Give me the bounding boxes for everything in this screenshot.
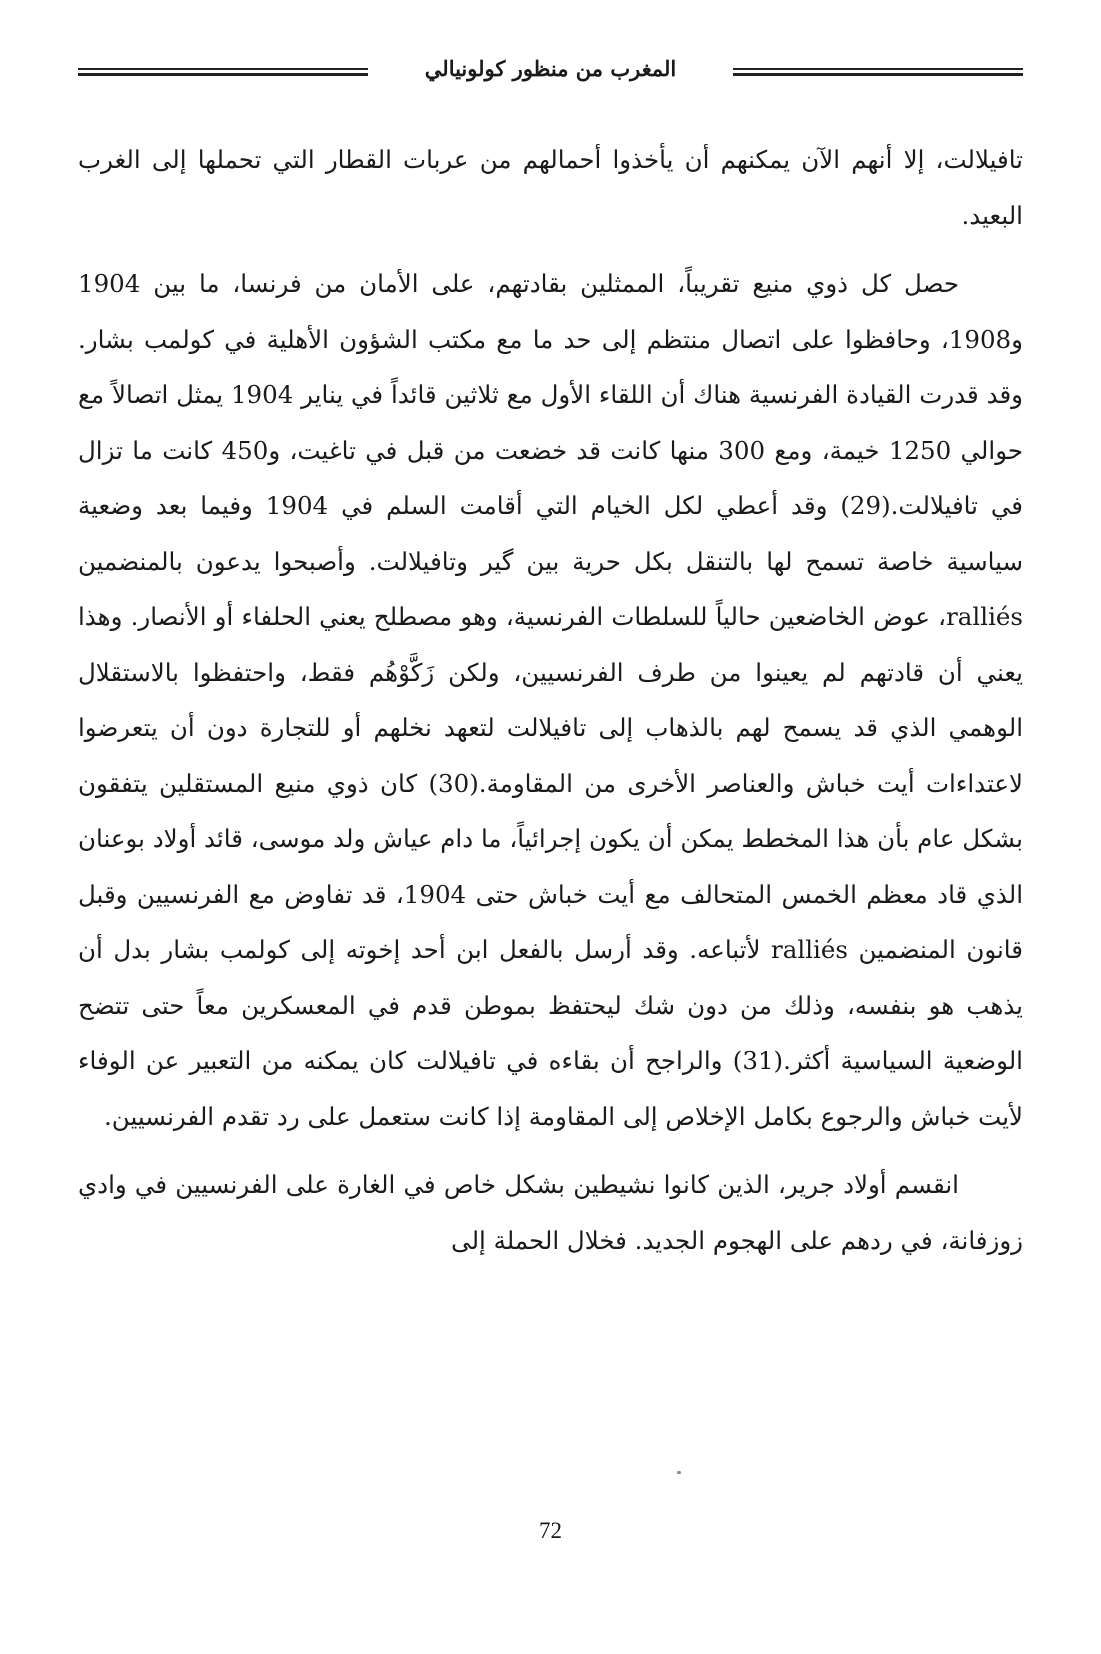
page-header [78,52,1023,92]
header-rule-left [78,68,368,76]
paragraph-2: حصل كل ذوي منيع تقريباً، الممثلين بقادتهم، على الأمان من فرنسا، ما بين 1904 و1908، وحافظوا على اتصال منتظم إلى حد ما مع مكتب الشؤون الأهلية في كولمب بشار. وقد قدرت القيادة الفرنسية هناك أن اللقاء الأول مع ثلاثين قائداً في يناير 1904 يمثل اتصالاً مع حوالي 1250 خيمة، ومع 300 منها كانت قد خضعت من قبل في تاغيت، و450 كانت ما تزال في تافيلالت.(29) وقد أعطي لكل الخيام التي أقامت السلم في 1904 وفيما بعد وضعية سياسية خاصة تسمح لها بالتنقل بكل حرية بين گير وتافيلالت. وأصبحوا يدعون بالمنضمين ralliés، عوض الخاضعين حالياً للسلطات الفرنسية، وهو مصطلح يعني الحلفاء أو الأنصار. وهذا يعني أن قادتهم لم يعينوا من طرف الفرنسيين، ولكن زَكَّوْهُم فقط، واحتفظوا بالاستقلال الوهمي الذي قد يسمح لهم بالذهاب إلى تافيلالت لتعهد نخلهم أو للتجارة دون أن يتعرضوا لاعتداءات أيت خباش والعناصر الأخرى من المقاومة.(30) كان ذوي منيع المستقلين يتفقون بشكل عام بأن هذا المخطط يمكن أن يكون إجرائياً، ما دام عياش ولد موسى، قائد أولاد بوعنان الذي قاد معظم الخمس المتحالف مع أيت خباش حتى 1904، قد تفاوض مع الفرنسيين وقبل قانون المنضمين ralliés لأتباعه. وقد أرسل بالفعل ابن أحد إخوته إلى كولمب بشار بدل أن يذهب هو بنفسه، وذلك من دون شك ليحتفظ بموطن قدم في المعسكرين معاً حتى تتضح الوضعية السياسية أكثر.(31) والراجح أن بقاءه في تافيلالت كان يمكنه من التعبير عن الوفاء لأيت خباش والرجوع بكامل الإخلاص إلى المقاومة إذا كانت ستعمل على رد تقدم الفرنسيين. [78,269,1024,1131]
paragraph-3: انقسم أولاد جرير، الذين كانوا نشيطين بشكل خاص في الغارة على الفرنسيين في وادي زوزفانة، في ردهم على الهجوم الجديد. فخلال الحملة إلى [78,1170,1023,1255]
scan-speck [677,1471,681,1474]
running-title: المغرب من منظور كولونيالي [424,56,677,81]
paragraph-1: تافيلالت، إلا أنهم الآن يمكنهم أن يأخذوا أحمالهم من عربات القطار التي تحملها إلى الغرب البعيد. [78,145,1023,230]
page-body [78,132,1023,1268]
page-number: 72 [539,1518,562,1543]
header-rule-right [733,68,1023,76]
